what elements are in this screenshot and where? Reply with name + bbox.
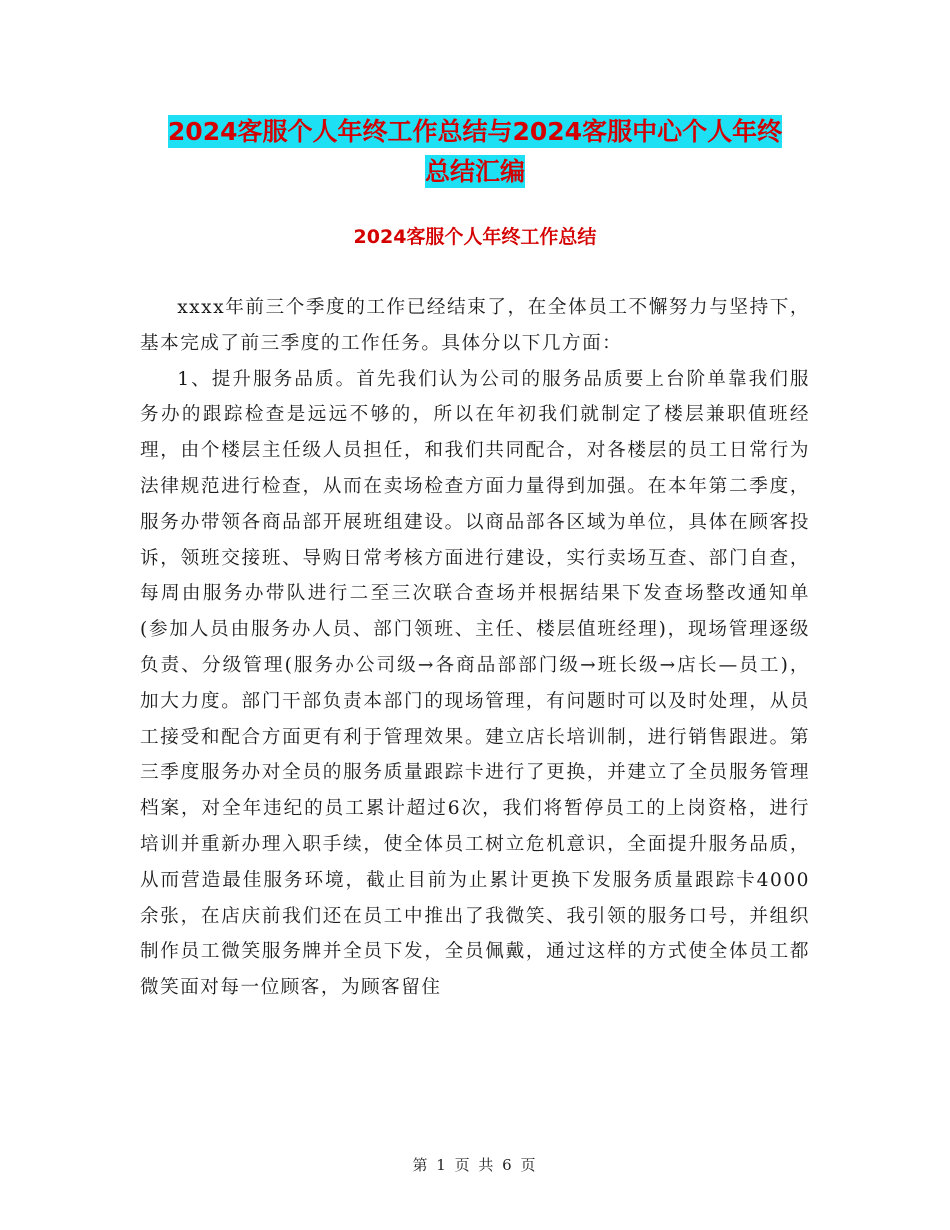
document-body: [140, 290, 810, 1006]
document-title-line-1: 2024客服个人年终工作总结与2024客服中心个人年终: [167, 117, 783, 146]
page-footer: 第 1 页 共 6 页: [412, 1156, 538, 1174]
document-title: [150, 112, 800, 192]
paragraph-intro: xxxx年前三个季度的工作已经结束了，在全体员工不懈努力与坚持下，基本完成了前三季度的工作任务。具体分以下几方面：: [140, 297, 810, 354]
paragraph-service-quality: 1、提升服务品质。首先我们认为公司的服务品质要上台阶单靠我们服务办的跟踪检查是远远不够的，所以在年初我们就制定了楼层兼职值班经理，由个楼层主任级人员担任，和我们共同配合，对各楼层的员工日常行为法律规范进行检查，从而在卖场检查方面力量得到加强。在本年第二季度，服务办带领各商品部开展班组建设。以商品部各区域为单位，具体在顾客投诉，领班交接班、导购日常考核方面进行建设，实行卖场互查、部门自查，每周由服务办带队进行二至三次联合查场并根据结果下发查场整改通知单(参加人员由服务办人员、部门领班、主任、楼层值班经理)，现场管理逐级负责、分级管理(服务办公司级→各商品部部门级→班长级→店长—员工)，加大力度。部门干部负责本部门的现场管理，有问题时可以及时处理，从员工接受和配合方面更有利于管理效果。建立店长培训制，进行销售跟进。第三季度服务办对全员的服务质量跟踪卡进行了更换，并建立了全员服务管理档案，对全年违纪的员工累计超过6次，我们将暂停员工的上岗资格，进行培训并重新办理入职手续，使全体员工树立危机意识，全面提升服务品质，从而营造最佳服务环境，截止目前为止累计更换下发服务质量跟踪卡4000余张，在店庆前我们还在员工中推出了我微笑、我引领的服务口号，并组织制作员工微笑服务牌并全员下发，全员佩戴，通过这样的方式使全体员工都微笑面对每一位顾客，为顾客留住: [140, 368, 810, 999]
document-title-line-2: 总结汇编: [424, 157, 525, 186]
section-title: 2024客服个人年终工作总结: [353, 226, 597, 248]
